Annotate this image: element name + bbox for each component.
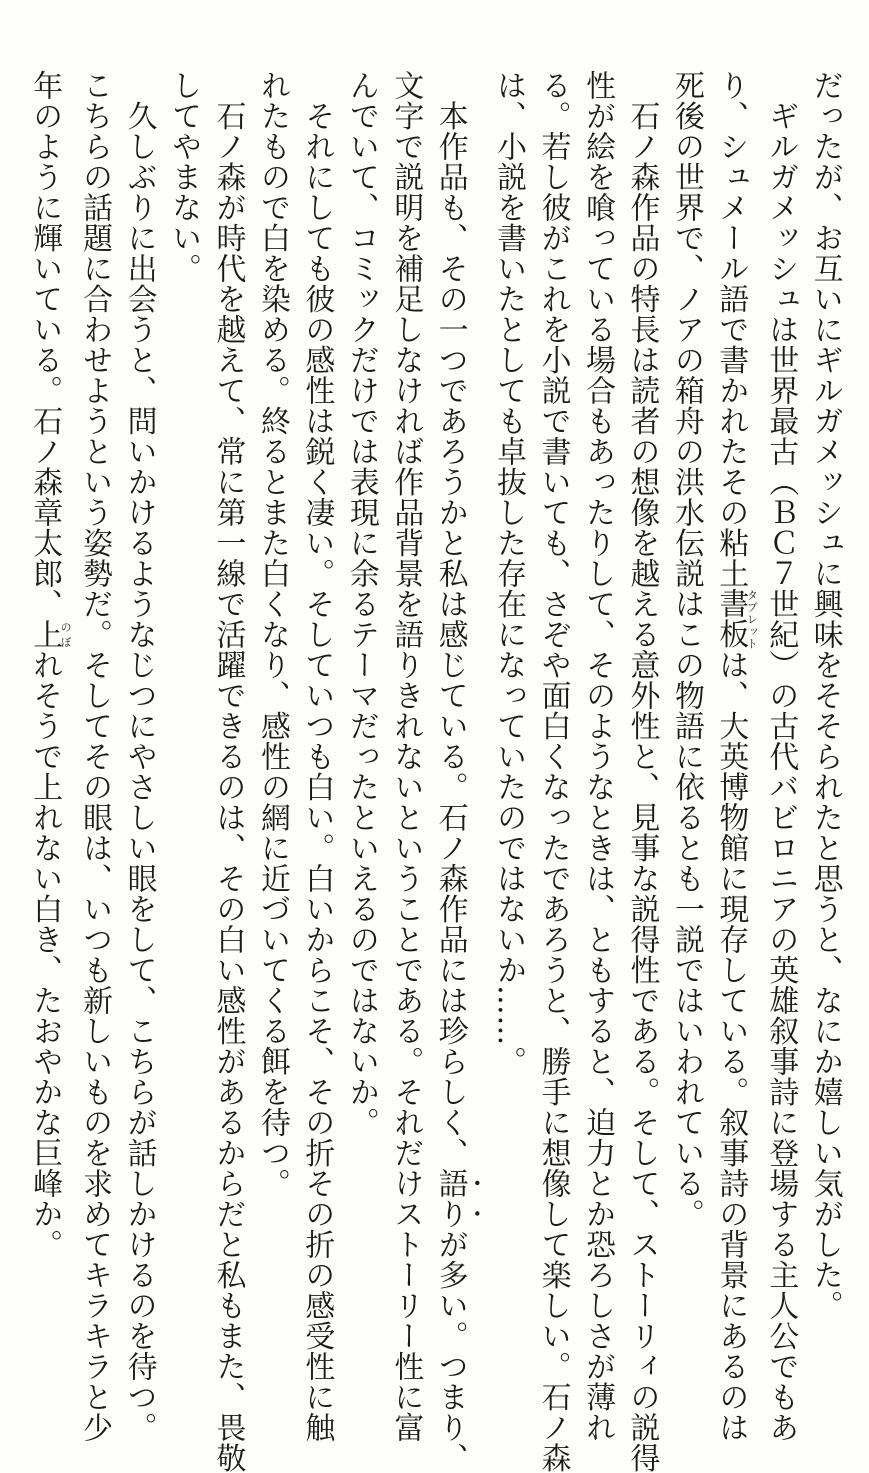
text-column-6: 性が絵を喰っている場合もあったりして、そのようなときは、ともすると、迫力とか恐ろしさが薄れ [580, 70, 616, 1443]
text-column-16: 久しぶりに出会うと、問いかけるようなじつにやさしい眼をして、こちらが話しかけるのを待つ。 [121, 70, 157, 1443]
text-column-4: 死後の世界で、ノアの箱舟の洪水伝説はこの物語に依るとも一説ではいわれている。 [669, 70, 705, 1230]
text-column-2: ギルガメッシュは世界最古（ＢＣ７世紀）の古代バビロニアの英雄叙事詩に登場する主人公でもあ [763, 70, 799, 1443]
text-column-14: 石ノ森が時代を越えて、常に第一線で活躍できるのは、その白い感性があるからだと私もまた、畏敬 [210, 70, 246, 1473]
text-column-10: 文字で説明を補足しなければ作品背景を語りきれないということである。それだけストーリー性に富 [388, 70, 424, 1443]
text-segment: が多い。つまり、 [433, 1229, 468, 1473]
vertical-text-body [22, 70, 847, 1473]
text-column-3 [708, 70, 759, 1443]
text-column-12: それにしても彼の感性は鋭く凄い。そしていつも白い。白いからこそ、その折その折の感受性に触 [299, 70, 335, 1443]
text-column-8: は、小説を書いたとしても卓抜した存在になっていたのではないか……。 [491, 70, 527, 1077]
text-column-17: こちらの話題に合わせようという姿勢だ。そしてその眼は、いつも新しいものを求めてキラキラと少 [77, 70, 113, 1443]
ruby-reading: タブレット [745, 588, 759, 650]
text-column-15: してやまない。 [166, 70, 202, 284]
ruby-tablet: 書板タブレット [713, 588, 759, 650]
text-segment: り、シュメール語で書かれたその粘土 [713, 70, 749, 589]
text-segment: は、大英博物館に現存している。叙事詩の背景にあるのは [713, 649, 749, 1443]
text-segment: れそうで上れない白き、たおやかな巨峰か。 [27, 649, 63, 1260]
text-column-11: んでいて、コミックだけでは表現に余るテーマだったといえるのではないか。 [344, 70, 380, 1138]
text-column-5: 石ノ森作品の特長は読者の想像を越える意外性と、見事な説得性である。そして、ストーリィの説得 [624, 70, 660, 1473]
text-column-1: だったが、お互いにギルガメッシュに興味をそそられたと思うと、なにか嬉しい気がした。 [808, 70, 844, 1321]
ruby-noboru: 上のぼ [27, 619, 73, 650]
emphasized-word: 語り [433, 1168, 468, 1230]
ruby-reading: のぼ [59, 619, 73, 650]
text-column-9 [428, 70, 486, 1473]
text-column-18 [22, 70, 73, 1260]
text-column-7: る。若し彼がこれを小説で書いても、さぞや面白くなったであろうと、勝手に想像して楽しい。石ノ森 [535, 70, 571, 1473]
text-segment: 本作品も、その一つであろうかと私は感じている。石ノ森作品には珍らしく、 [433, 70, 468, 1169]
text-segment: 年のように輝いている。石ノ森章太郎、 [27, 70, 63, 620]
text-column-13: れたもので白を染める。終るとまた白くなり、感性の網に近づいてくる餌を待つ。 [255, 70, 291, 1199]
